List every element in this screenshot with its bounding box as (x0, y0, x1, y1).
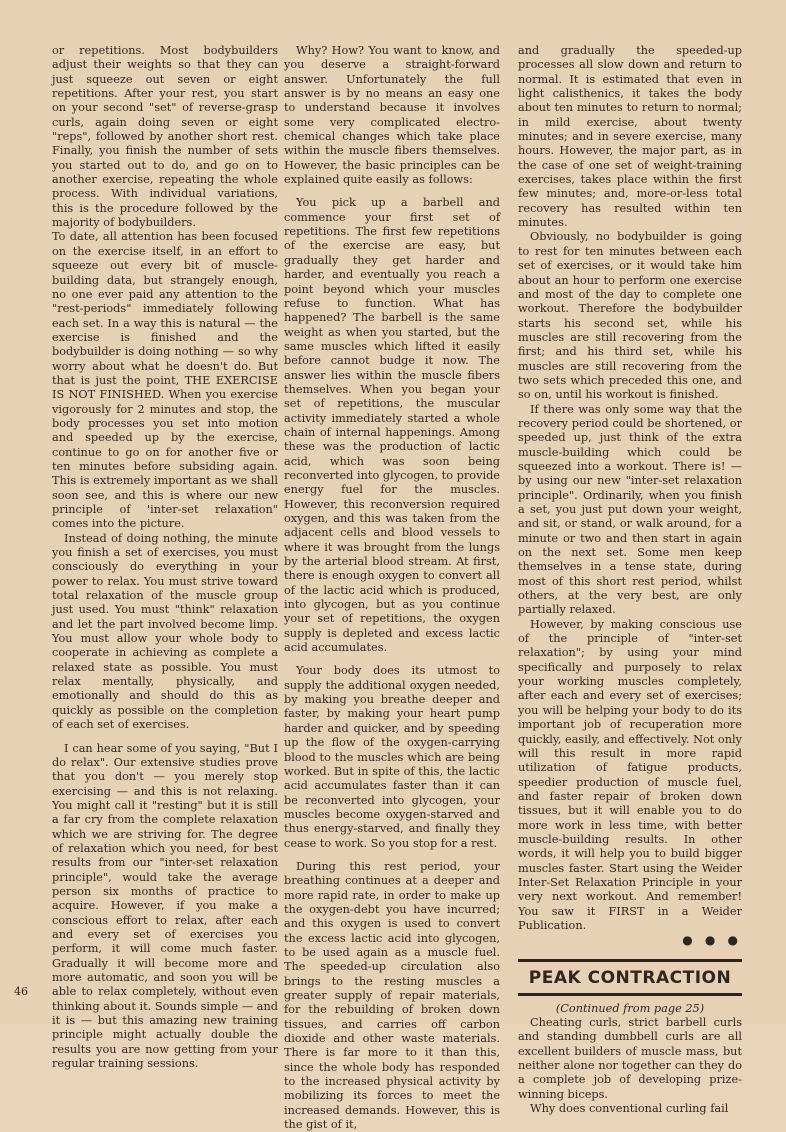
text-column-2 (284, 44, 500, 1132)
paragraph: or repetitions. Most bodybuilders adjust their weights so that they can just squeeze out seven or eight repetitions. After your rest, you start on your second "set" of reverse-grasp curls, again doing seven or eight "reps", followed by another short rest. Finally, you finish the number of sets you started out to do, and go on to another exercise, repeating the whole process. With individual variations, this is the procedure followed by the majority of bodybuilders. (52, 44, 278, 230)
paragraph: Cheating curls, strict barbell curls and standing dumbbell curls are all excellent builders of muscle mass, but neither alone nor together can they do a complete job of developing prize-winning biceps. (518, 1016, 742, 1101)
paragraph: Why does conventional curling fail (530, 1102, 729, 1116)
paragraph: Obviously, no bodybuilder is going to rest for ten minutes between each set of exercises, or it would take him about an hour to perform one exercise and most of the day to complete one workout. Therefore the bodybuilder starts his second set, while his muscles are still recovering from the first; and his third set, while his muscles are still recovering from the two sets which preceded this one, and so on, until his workout is finished. (518, 230, 742, 402)
paragraph: To date, all attention has been focused on the exercise itself, in an effort to squeeze out every bit of muscle-building data, but strangely enough, no one ever paid any attention to the "rest-periods" immediately following each set. In a way this is natural — the exercise is finished and the bodybuilder is doing nothing — so why worry about what he doesn't do. But that is just the point, THE EXERCISE IS NOT FINISHED. When you exercise vigorously for 2 minutes and stop, the body processes you set into motion and speeded up by the exercise, continue to go on for another five or ten minutes before subsiding again. This is extremely important as we shall soon see, and this is where our new principle of 'inter-set relaxation" comes into the picture. (52, 230, 278, 531)
paragraph: I can hear some of you saying, "But I do relax". Our extensive studies prove that you don't — you merely stop exercising — and this is not relaxing. You might call it "resting" but it is still a far cry from the complete relaxation which we are striving for. The degree of relaxation which you need, for best results from our "inter-set relaxation principle", would take the average person six months of practice to acquire. However, if you make a conscious effort to relax, after each and every set of exercises you perform, it will come much faster. Gradually it will become more and more automatic, and soon you will be able to relax completely, without even thinking about it. Sounds simple — and it is — but this amazing new training principle might actually double the results you are now getting from your regular training sessions. (52, 741, 278, 1071)
paragraph: If there was only some way that the recovery period could be shortened, or speeded up, just think of the extra muscle-building which could be squeezed into a workout. There is! — by using our new "inter-set relaxation principle". Ordinarily, when you finish a set, you just put down your weight, and sit, or stand, or walk around, for a minute or two and then start in again on the next set. Some men keep themselves in a tense state, during most of this short rest period, whilst others, at the very best, are only partially relaxed. (518, 402, 742, 617)
paragraph: Instead of doing nothing, the minute you finish a set of exercises, you must consciously do everything in your power to relax. You must strive toward total relaxation of the muscle group just used. You must "think" relaxation and let the part involved become limp. You must allow your whole body to cooperate in achieving as complete a relaxed state as possible. You must relax mentally, physically, and emotionally and should do this as quickly as possible on the completion of each set of exercises. (52, 531, 278, 732)
text-column-3 (518, 44, 742, 1116)
paragraph: However, by making conscious use of the principle of "inter-set relaxation"; by using your mind specifically and purposely to relax your working muscles completely, after each and every set of exercises; you will be helping your body to do its important job of recuperation more quickly, easily, and effectively. Not only will this result in more rapid utilization of fatigue products, speedier production of muscle fuel, and faster repair of broken down tissues, but it will enable you to do more work in less time, with better muscle-building results. In other words, it will help you to build bigger muscles faster. Start using the Weider Inter-Set Relaxation Principle in your very next workout. And remember! You saw it FIRST in a Weider Publication. (518, 617, 742, 932)
paragraph: You pick up a barbell and commence your first set of repetitions. The first few repetitions of the exercise are easy, but gradually they get harder and harder, and eventually you reach a point beyond which your muscles refuse to function. What has happened? The barbell is the same weight as when you started, but the same muscles which lifted it easily before cannot budge it now. The answer lies within the muscle fibers themselves. When you began your set of repetitions, the muscular activity immediately started a whole chain of internal happenings. Among these was the production of lactic acid, which was soon being reconverted into glycogen, to provide energy fuel for the muscles. However, this reconversion required oxygen, and this was taken from the adjacent cells and blood vessels to where it was brought from the lungs by the arterial blood stream. At first, there is enough oxygen to convert all of the lactic acid which is produced, into glycogen, but as you continue your set of repetitions, the oxygen supply is depleted and excess lactic acid accumulates. (284, 196, 500, 655)
continued-note: (Continued from page 25) (555, 1001, 705, 1015)
page-number: 46 (14, 985, 28, 998)
section-heading: PEAK CONTRACTION (518, 959, 742, 996)
text-column-1 (52, 44, 278, 1071)
article-end-mark: ● ● ● (682, 933, 742, 948)
paragraph: During this rest period, your breathing continues at a deeper and more rapid rate, in order to make up the oxygen-debt you have incurred; and this oxygen is used to convert the excess lactic acid into glycogen, to be used again as a muscle fuel. The speeded-up circulation also brings to the resting muscles a greater supply of repair materials, for the rebuilding of broken down tissues, and carries off carbon dioxide and other waste materials. There is far more to it than this, since the whole body has responded to the increased physical activity by mobilizing its forces to meet the increased demands. However, this is the gist of it, (284, 859, 500, 1132)
paragraph: and gradually the speeded-up processes all slow down and return to normal. It is estimated that even in light calisthenics, it takes the body about ten minutes to return to normal; in mild exercise, about twenty minutes; and in severe exercise, many hours. However, the major part, as in the case of one set of weight-training exercises, takes place within the first few minutes; and, more-or-less total recovery has resulted within ten minutes. (518, 44, 742, 230)
paragraph: Why? How? You want to know, and you deserve a straight-forward answer. Unfortunately the full answer is by no means an easy one to understand because it involves some very complicated electro-chemical changes which take place within the muscle fibers themselves. However, the basic principles can be explained quite easily as follows: (284, 44, 500, 187)
paragraph: Your body does its utmost to supply the additional oxygen needed, by making you breathe deeper and faster, by making your heart pump harder and quicker, and by speeding up the flow of the oxygen-carrying blood to the muscles which are being worked. But in spite of this, the lactic acid accumulates faster than it can be reconverted into glycogen, your muscles become oxygen-starved and thus energy-starved, and finally they cease to work. So you stop for a rest. (284, 664, 500, 850)
